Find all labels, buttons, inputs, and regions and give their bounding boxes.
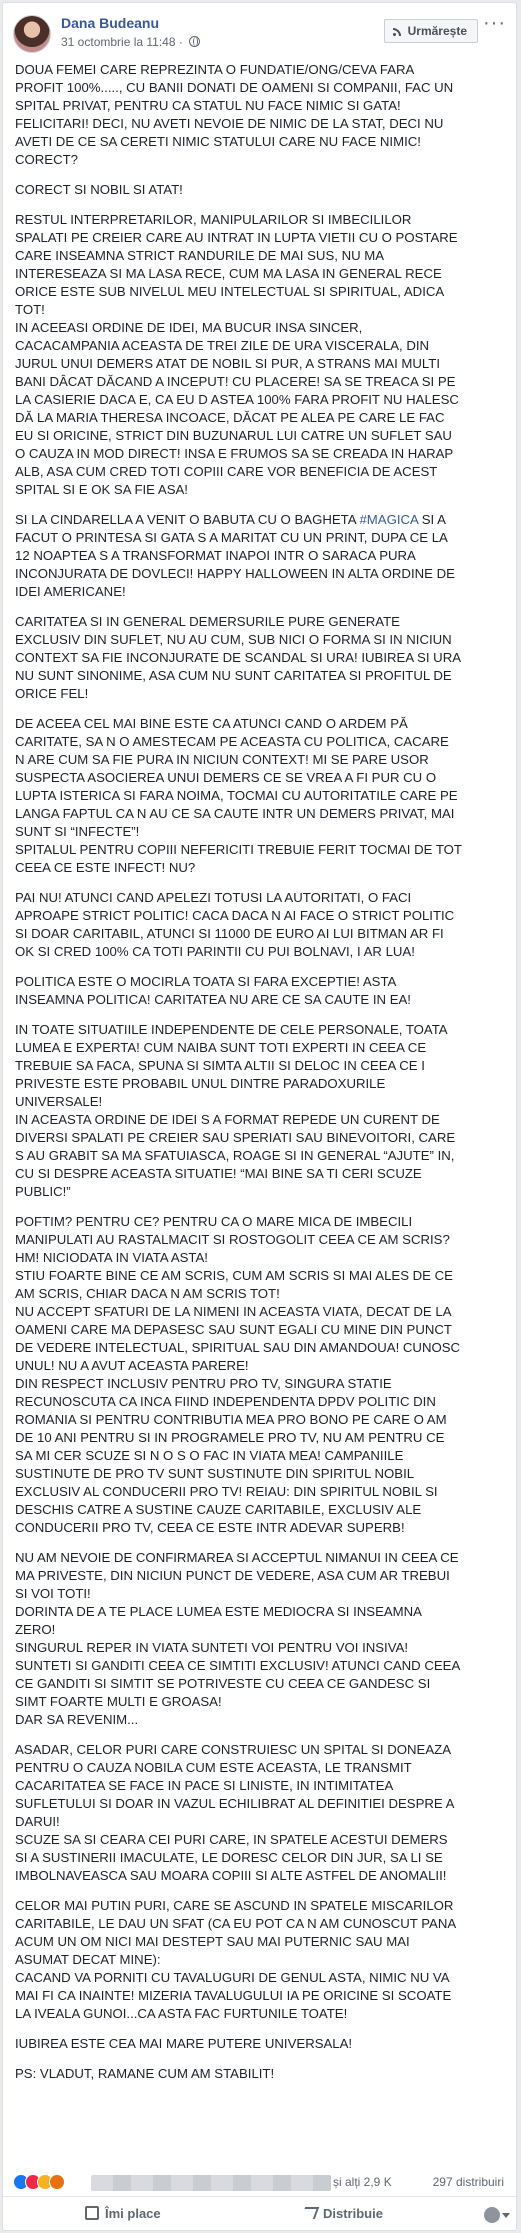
post-line: UNUL! NU A AVUT ACEASTA PARERE! xyxy=(15,1358,249,1373)
share-arrow-icon xyxy=(301,2207,319,2219)
hashtag-link[interactable]: #MAGICA xyxy=(359,512,419,527)
post-line: LUPTA ISTERICA SI FARA NOIMA, TOCMAI CU AUTORITATILE CARE PE xyxy=(15,788,458,803)
post-card xyxy=(2,2,517,2231)
post-line: CARITATEA SI IN GENERAL DEMERSURILE PURE GENERATE xyxy=(15,614,400,629)
post-line: POFTIM? PENTRU CE? PENTRU CA O MARE MICA DE IMBECILI xyxy=(15,1214,413,1229)
post-line: PENTRU O CAUZA NOBILA CUM ESTE ACEASTA, LE TRANSMIT xyxy=(15,1760,412,1775)
redacted-names xyxy=(91,2175,331,2191)
post-line: OK SI CRED 100% CA TOTI PARINTII CU PUI BOLNAVI, I AR LUA! xyxy=(15,944,415,959)
globe-icon xyxy=(189,36,200,47)
post-line: ORICE FEL! xyxy=(15,686,89,701)
post-line: LUMEA E EXPERTA! CUM NAIBA SUNT TOTI EXPERTI IN CEEA CE xyxy=(15,1040,427,1055)
post-line: CACARITATEA SE FACE IN PACE SI LINISTE, IN INTIMITATEA xyxy=(15,1778,394,1793)
post-paragraph xyxy=(15,1549,505,1729)
post-line: DIN RESPECT INCLUSIV PENTRU PRO TV, SINGURA STATIE xyxy=(15,1376,392,1391)
follow-label: Urmărește xyxy=(407,24,467,38)
post-line: IUBIREA ESTE CEA MAI MARE PUTERE UNIVERSALA! xyxy=(15,2036,353,2051)
post-line: DĂ LA MARIA THERESA INCOACE, DĂCAT PE ALEA PE CARE LE FAC xyxy=(15,410,445,425)
post-line: DE VEDERE INTELECTUAL, SPIRITUAL SAU DIN AMANDOUA! CUNOSC xyxy=(15,1340,461,1355)
post-line: DOUA FEMEI CARE REPREZINTA O FUNDATIE/ONG/CEVA FARA xyxy=(15,62,415,77)
post-line: IN ACEEASI ORDINE DE IDEI, MA BUCUR INSA SINCER, xyxy=(15,320,363,335)
post-paragraph xyxy=(15,973,505,1009)
post-line: RECUNOSCUTA CA INCA FIIND INDEPENDENTA DPDV POLITIC DIN xyxy=(15,1394,436,1409)
post-line: DE 10 ANI PENTRU SI IN PROGRAMELE PRO TV, NU AM PENTRU CE xyxy=(15,1430,445,1445)
post-line: SPITALUL PENTRU COPIII NEFERICITI TREBUIE FERIT TOCMAI DE TOT xyxy=(15,842,462,857)
post-line: IDEI AMERICANE! xyxy=(15,584,126,599)
post-line: MAI FI CA INAINTE! MIZERIA TAVALUGULUI IA PE ORICINE SI SCOATE xyxy=(15,1988,452,2003)
post-line: INCONJURATA DE DOVLECI! HAPPY HALLOWEEN IN ALTA ORDINE DE xyxy=(15,566,455,581)
post-line: CARE INSEAMNA STRICT RANDURILE DE MAI SUS, NU MA xyxy=(15,248,385,263)
post-line: SPALATI PE CREIER CARE AU INTRAT IN LUPTA VIETII CU O POSTARE xyxy=(15,230,458,245)
author-name[interactable]: Dana Budeanu xyxy=(61,15,160,31)
shares-count[interactable]: 297 distribuiri xyxy=(432,2175,504,2189)
post-line: SPITAL PRIVAT, PENTRU CA STATUL NU FACE NIMIC SI GATA! xyxy=(15,98,401,113)
post-line: 12 NOAPTEA S A TRANSFORMAT INAPOI INTR O SARACA PURA xyxy=(15,548,416,563)
post-paragraph xyxy=(15,889,505,961)
chevron-down-icon[interactable] xyxy=(502,2213,510,2218)
post-line: SUNT SI “INFECTE”! xyxy=(15,824,140,839)
post-line: INSEAMNA POLITICA! CARITATEA NU ARE CE SA CAUTE IN EA! xyxy=(15,992,411,1007)
post-line: CONTEXT SA FIE INCONJURATE DE SCANDAL SI URA! IUBIREA SI URA xyxy=(15,650,462,665)
like-label: Îmi place xyxy=(105,2206,161,2221)
reactions-count[interactable]: și alți 2,9 K xyxy=(333,2175,392,2189)
post-line: JURUL UNUI DEMERS ATAT DE NOBIL SI PUR, A STRANS MAI MULTI xyxy=(15,356,440,371)
post-body xyxy=(15,61,505,2095)
post-line: IN TOATE SITUATIILE INDEPENDENTE DE CELE PERSONALE, TOATA xyxy=(15,1022,448,1037)
post-line: AVETI DE CE SA CERETI NIMIC STATULUI CARE NU FACE NIMIC! xyxy=(15,134,421,149)
post-line: CACACAMPANIA ACEASTA DE TREI ZILE DE URA VISCERALA, DIN xyxy=(15,338,430,353)
rss-icon xyxy=(393,26,403,36)
post-paragraph xyxy=(15,2035,505,2053)
post-line: CACAND VA PORNITI CU TAVALUGURI DE GENUL ASTA, NIMIC NU VA xyxy=(15,1970,450,1985)
post-paragraph xyxy=(15,1213,505,1537)
post-line: EU SI ORICINE, STRICT DIN BUZUNARUL LUI CATRE UN SUFLET SAU xyxy=(15,428,452,443)
post-line: SUSTINUTE DE PRO TV SUNT SUSTINUTE DIN SPIRITUL NOBIL xyxy=(15,1466,415,1481)
post-line: CORECT? xyxy=(15,152,79,167)
post-line: DAR SA REVENIM... xyxy=(15,1712,139,1727)
post-line: PROFIT 100%....., CU BANII DONATI DE OAMENI SI COMPANII, FAC UN xyxy=(15,80,454,95)
post-line: ALB, ASA CUM CRED TOTI COPIII CARE VOR BENEFICIA DE ACEST xyxy=(15,464,438,479)
post-line: HM! NICIODATA IN VIATA ASTA! xyxy=(15,1250,208,1265)
post-paragraph xyxy=(15,181,505,199)
post-line: PRIVESTE ESTE PROBABIL UNUL DINTRE PARADOXURILE xyxy=(15,1076,386,1091)
post-line: SI DOAR CARITABIL, ATUNCI SI 11000 DE EURO AI LUI BITMAN AR FI xyxy=(15,926,444,941)
post-line: CU SI DESPRE ACEASTA SITUATIE! “MAI BINE SA TI CERI SCUZE xyxy=(15,1166,422,1181)
post-line: PAI NU! ATUNCI CAND APELEZI TOTUSI LA AUTORITATI, O FACI xyxy=(15,890,412,905)
post-line: CORECT SI NOBIL SI ATAT! xyxy=(15,182,183,197)
post-line: DARUI! xyxy=(15,1814,60,1829)
author-avatar[interactable] xyxy=(13,15,51,53)
post-line: MANIPULATI AU RASTALMACIT SI ROSTOGOLIT CEEA CE AM SCRIS? xyxy=(15,1232,450,1247)
post-line: LA CASIERIE DACA E, CA EU D ASTEA 100% FARA PROFIT NU HALESC xyxy=(15,392,459,407)
share-label: Distribuie xyxy=(323,2206,383,2221)
post-line: N ARE CUM SA FIE PURA IN NICIUN CONTEXT! MI SE PARE USOR xyxy=(15,752,429,767)
post-line: EXCLUSIV AL CONDUCERII PRO TV! REIAU: DIN SPIRITUL NOBIL SI xyxy=(15,1484,438,1499)
post-paragraph xyxy=(15,61,505,169)
post-line: CONDUCERII PRO TV, CEEA CE ESTE INTR ADEVAR SUPERB! xyxy=(15,1520,405,1535)
post-line: STIU FOARTE BINE CE AM SCRIS, CUM AM SCRIS SI MAI ALES DE CE xyxy=(15,1268,453,1283)
post-line: IMBOLNAVEASCA SAU MOARA COPIII SI ALTE ASTFEL DE ANOMALII! xyxy=(15,1868,447,1883)
post-line: CELOR MAI PUTIN PURI, CARE SE ASCUND IN SPATELE MISCARILOR xyxy=(15,1898,454,1913)
post-line: DESCHIS CATRE A SUSTINE CAUZE CARITABILE, EXCLUSIV ALE xyxy=(15,1502,422,1517)
share-button[interactable] xyxy=(303,2203,383,2225)
post-timestamp[interactable]: 31 octombrie la 11:48 · xyxy=(61,35,187,49)
post-line: S AU GRABIT SA MA SFATUIASCA, ROAGE SI IN GENERAL “AJUTE” IN, xyxy=(15,1148,455,1163)
post-line: CEEA CE ESTE INFECT! NU? xyxy=(15,860,196,875)
post-line: ZERO! xyxy=(15,1622,56,1637)
post-line: SINGURUL REPER IN VIATA SUNTETI VOI PENTRU VOI INSIVA! xyxy=(15,1640,409,1655)
post-line: LA IVEALA GUNOI...CA ASTA FAC FURTUNILE TOATE! xyxy=(15,2006,348,2021)
post-line: SCUZE SA SI CEARA CEI PURI CARE, IN SPATELE ACESTUI DEMERS xyxy=(15,1832,448,1847)
post-line: POLITICA ESTE O MOCIRLA TOATA SI FARA EXCEPTIE! ASTA xyxy=(15,974,397,989)
post-line: OAMENI CARE MA DEPASESC SAU SUNT EGALI CU MINE DIN PUNCT xyxy=(15,1322,452,1337)
post-line: ASADAR, CELOR PURI CARE CONSTRUIESC UN SPITAL SI DONEAZA xyxy=(15,1742,451,1757)
post-line: PS: VLADUT, RAMANE CUM AM STABILIT! xyxy=(15,2066,275,2081)
post-line: ACUM UN OM NICI MAI DESTEPT SAU MAI PUTERNIC SAU MAI xyxy=(15,1934,410,1949)
post-line: DORINTA DE A TE PLACE LUMEA ESTE MEDIOCRA SI INSEAMNA xyxy=(15,1604,422,1619)
post-paragraph xyxy=(15,2065,505,2083)
angry-reaction-icon xyxy=(49,2174,65,2190)
post-line: APROAPE STRICT POLITIC! CACA DACA N AI FACE O STRICT POLITIC xyxy=(15,908,455,923)
post-line: SIMT FOARTE MULTI E GROASA! xyxy=(15,1694,222,1709)
post-line: PUBLIC!” xyxy=(15,1184,71,1199)
post-line: DIVERSI SPALATI PE CREIER SAU SPERIATI SAU BINEVOITORI, CARE xyxy=(15,1130,456,1145)
post-line: SPITAL SI E OK SA FIE ASA! xyxy=(15,482,188,497)
post-actions xyxy=(3,2197,516,2231)
post-line: CE GANDITI SI SIMTIT SE POTRIVESTE CU CEEA CE GANDESC SI xyxy=(15,1676,431,1691)
post-paragraph xyxy=(15,715,505,877)
post-paragraph xyxy=(15,211,505,499)
like-button[interactable] xyxy=(85,2203,161,2225)
post-line: DE ACEEA CEL MAI BINE ESTE CA ATUNCI CAND O ARDEM PĂ xyxy=(15,716,408,731)
post-line: SI A SUSTINERII IMACULATE, LE DORESC CELOR DIN JUR, SA LI SE xyxy=(15,1850,443,1865)
post-line: ASUMAT DECAT MINE): xyxy=(15,1952,161,1967)
post-line: FELICITARI! DECI, NU AVETI NEVOIE DE NIMIC DE LA STAT, DECI NU xyxy=(15,116,444,131)
more-options-icon[interactable]: ··· xyxy=(483,12,506,34)
post-line: SUNTETI SI GANDITI CEEA CE SIMTITI EXCLUSIV! ATUNCI CAND CEEA xyxy=(15,1658,461,1673)
post-line: FACUT O PRINTESA SI GATA S A MARITAT CU UN PRINT, DUPA CE LA xyxy=(15,530,448,545)
post-line: SI LA CINDARELLA A VENIT O BABUTA CU O BAGHETA #MAGICA SI A xyxy=(15,512,446,527)
post-paragraph xyxy=(15,511,505,601)
post-line: LANGA FAPTUL CA N AU CE SA CAUTE INTR UN DEMERS PRIVAT, MAI xyxy=(15,806,455,821)
reactions-summary[interactable] xyxy=(13,2174,77,2192)
post-line: SI VOI TOTI! xyxy=(15,1586,91,1601)
post-line: O CAUZA IN MOD DIRECT! INSA E FRUMOS SA SE CREADA IN HARAP xyxy=(15,446,454,461)
post-line: ORICE ESTE SUB NIVELUL MEU INTELECTUAL SI SPIRITUAL, ADICA xyxy=(15,284,445,299)
post-paragraph xyxy=(15,1741,505,1885)
post-line: CARITABILE, LE DAU UN SFAT (CA EU POT CA N AM CUNOSCUT PANA xyxy=(15,1916,457,1931)
post-line: EXCLUSIV DIN SUFLET, NU AU CUM, SUB NICI O FORMA SI IN NICIUN xyxy=(15,632,452,647)
post-meta xyxy=(61,35,200,49)
post-line: TOT! xyxy=(15,302,45,317)
post-paragraph xyxy=(15,1021,505,1201)
post-stats xyxy=(3,2169,516,2197)
post-line: NU ACCEPT SFATURI DE LA NIMENI IN ACEASTA VIATA, DECAT DE LA xyxy=(15,1304,452,1319)
post-line: IN ACEASTA ORDINE DE IDEI S A FORMAT REPEDE UN CURENT DE xyxy=(15,1112,440,1127)
post-line: SUSPECTA ASOCIEREA UNUI DEMERS CE SE VREA A FI PUR CU O xyxy=(15,770,437,785)
post-line: BANI DÂCAT DĂCAND A INCEPUT! CU PLACERE! SA SE TREACA SI PE xyxy=(15,374,456,389)
post-paragraph xyxy=(15,613,505,703)
post-line: CARITATE, SA N O AMESTECAM PE ACEASTA CU POLITICA, CACARE xyxy=(15,734,449,749)
post-line: NU AM NEVOIE DE CONFIRMAREA SI ACCEPTUL NIMANUI IN CEEA CE xyxy=(15,1550,459,1565)
post-line: NU SUNT SINONIME, ASA CUM NU SUNT CARITATEA SI PROFITUL DE xyxy=(15,668,452,683)
post-line: RESTUL INTERPRETARILOR, MANIPULARILOR SI IMBECILILOR xyxy=(15,212,412,227)
post-line: SA MI CER SCUZE SI N O S O FAC IN VIATA MEA! CAMPANIILE xyxy=(15,1448,404,1463)
profile-selector-avatar[interactable] xyxy=(484,2207,500,2223)
post-paragraph xyxy=(15,1897,505,2023)
post-line: ROMANIA SI PENTRU CONTRIBUTIA MEA PRO BONO PE CARE O AM xyxy=(15,1412,447,1427)
post-line: INTERESEAZA SI MA LASA RECE, CUM MA LASA IN GENERAL RECE xyxy=(15,266,442,281)
follow-button[interactable] xyxy=(384,19,478,43)
post-line: AM SCRIS, CHIAR DACA N AM SCRIS TOT! xyxy=(15,1286,280,1301)
post-line: TREBUIE SA FACA, SPUNA SI SIMTA ALTII SI DELOC IN CEEA CE I xyxy=(15,1058,425,1073)
post-line: SUFLETULUI SI DOAR IN VAZUL ECHILIBRAT AL DEFINITIEI DESPRE A xyxy=(15,1796,455,1811)
post-line: MA PRIVESTE, DIN NICIUN PUNCT DE VEDERE, ASA CUM AR TREBUI xyxy=(15,1568,450,1583)
post-header xyxy=(3,3,516,63)
thumbs-up-icon xyxy=(85,2206,99,2220)
post-line: UNIVERSALE! xyxy=(15,1094,103,1109)
